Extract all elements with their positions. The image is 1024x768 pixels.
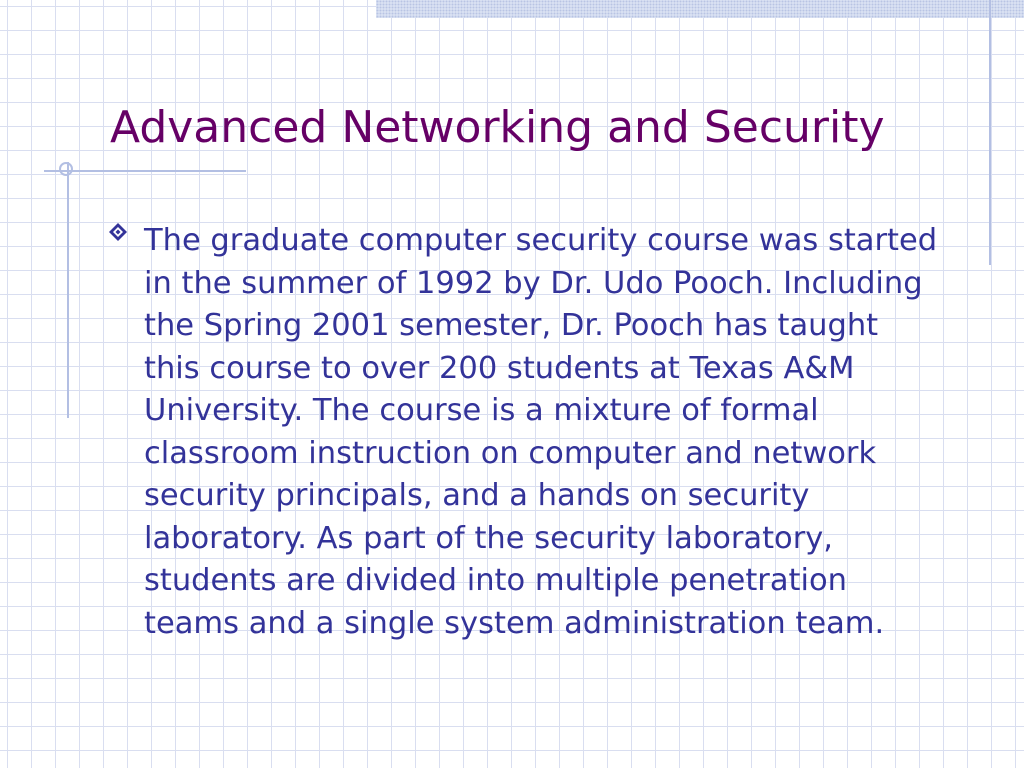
top-decorative-band [376,0,1024,18]
decorative-ring [59,162,73,176]
left-horizontal-rule [44,170,246,172]
diamond-bullet-icon [108,222,128,242]
slide-title: Advanced Networking and Security [110,102,885,153]
left-vertical-rule [67,162,69,418]
bullet-text: The graduate computer security course was started in the summer of 1992 by Dr. Udo Pooch. Including the Spring 2001 semester, Dr. Pooch has taught this course to over 200 students at Texas A&M University. The course is a mixture of formal classroom instruction on computer and network security principals, and a hands on security laboratory. As part of the security laboratory, students are divided into multiple penetration teams and a single system administration team. [144,223,938,641]
bullet-item [108,220,938,645]
right-vertical-rule [989,0,991,265]
